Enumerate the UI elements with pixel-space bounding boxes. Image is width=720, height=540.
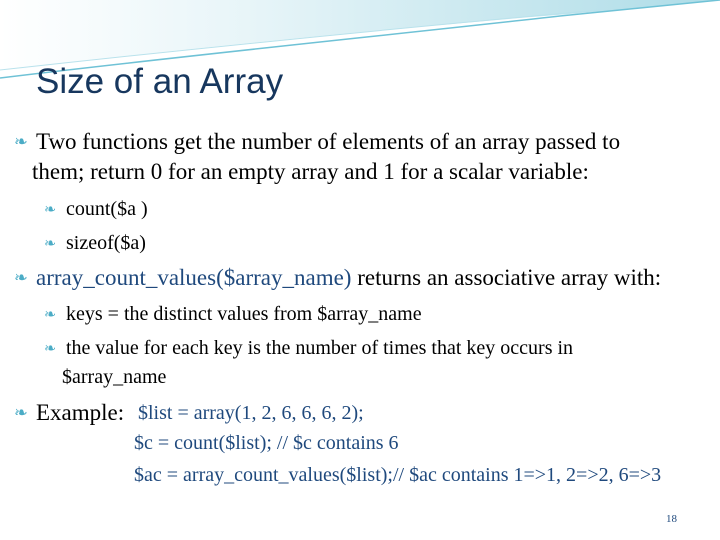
swirl-bullet-icon: ❧ [14,132,28,152]
swirl-bullet-icon: ❧ [44,201,57,218]
bullet-text: Two functions get the number of elements of an array passed to [36,129,621,154]
page-number: 18 [666,513,677,525]
subbullet-value-line2: $array_name [62,366,167,388]
example-code-line3: $ac = array_count_values($list);// $ac contains 1=>1, 2=>2, 6=>3 [134,464,662,486]
swirl-bullet-icon: ❧ [44,235,57,252]
bullet-functions-line2: them; return 0 for an empty array and 1 for a scalar variable: [32,159,589,184]
subbullet-text: sizeof($a) [66,232,146,254]
subbullet-text: count($a ) [66,198,148,220]
slide-title: Size of an Array [36,62,284,101]
swirl-bullet-icon: ❧ [44,306,57,323]
subbullet-count [44,198,148,221]
example-label: Example: [36,400,125,425]
subbullet-sizeof [44,232,146,255]
code-function-name: array_count_values($array_name) [36,265,352,290]
subbullet-value-line1 [44,337,573,360]
subbullet-keys [44,303,422,326]
example-code-line2: $c = count($list); // $c contains 6 [134,432,399,454]
example-code-line1: $list = array(1, 2, 6, 6, 6, 2); [138,402,364,424]
swirl-bullet-icon: ❧ [14,268,28,288]
swirl-bullet-icon: ❧ [44,340,57,357]
bullet-functions-line1 [14,129,620,155]
subbullet-text: keys = the distinct values from $array_name [66,303,422,325]
bullet-example [14,400,124,426]
bullet-text: returns an associative array with: [351,265,662,290]
bullet-array-count-values [14,265,661,291]
subbullet-text: the value for each key is the number of times that key occurs in [66,337,574,359]
swirl-bullet-icon: ❧ [14,403,28,423]
